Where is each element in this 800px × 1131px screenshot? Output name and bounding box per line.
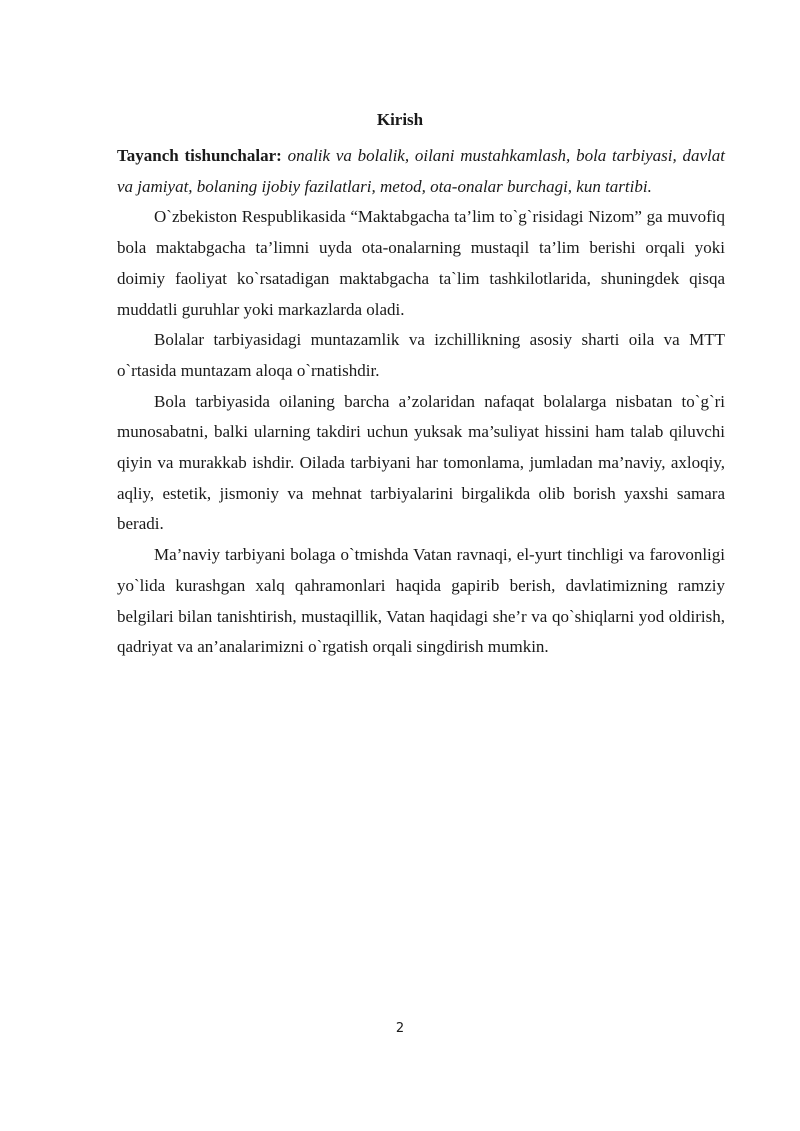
paragraph-3: Bola tarbiyasida oilaning barcha a’zolaridan nafaqat bolalarga nisbatan to`g`ri munosabatni, balki ularning takdiri uchun yuksak ma’suliyat hissini ham talab qiluvchi qiyin va murakkab ishdir. Oilada tarbiyani har tomonlama, jumladan ma’naviy, axloqiy, aqliy, estetik, jismoniy va mehnat tarbiyalarini birgalikda olib borish yaxshi samara beradi. — [117, 391, 725, 534]
keywords-text: onalik va bolalik, oilani mustahkamlash, bola tarbiyasi, davlat va jamiyat, bolaning ijobiy fazilatlari, metod, ota-onalar burchagi, kun tartibi. — [117, 146, 726, 196]
keywords-paragraph — [117, 141, 725, 202]
document-body — [117, 141, 725, 663]
paragraph-4: Ma’naviy tarbiyani bolaga o`tmishda Vatan ravnaqi, el-yurt tinchligi va farovonligi yo`lida kurashgan xalq qahramonlari haqida gapirib berish, davlatimizning ramziy belgilari bilan tanishtirish, mustaqillik, Vatan haqidagi she’r va qo`shiqlarni yod oldirish, qadriyat va an’analarimizni o`rgatish orqali singdirish mumkin. — [117, 545, 725, 657]
page-title: Kirish — [376, 110, 424, 129]
keywords-label: Tayanch tishunchalar: — [117, 146, 282, 165]
paragraph-2: Bolalar tarbiyasidagi muntazamlik va izchillikning asosiy sharti oila va MTT o`rtasida muntazam aloqa o`rnatishdir. — [117, 330, 725, 380]
page-number: 2 — [395, 1021, 405, 1036]
paragraph-1: O`zbekiston Respublikasida “Maktabgacha ta’lim to`g`risidagi Nizom” ga muvofiq bola maktabgacha ta’limni uyda ota-onalarning mustaqil ta’lim berishi orqali yoki doimiy faoliyat ko`rsatadigan maktabgacha ta`lim tashkilotlarida, shuningdek qisqa muddatli guruhlar yoki markazlarda oladi. — [117, 207, 725, 319]
